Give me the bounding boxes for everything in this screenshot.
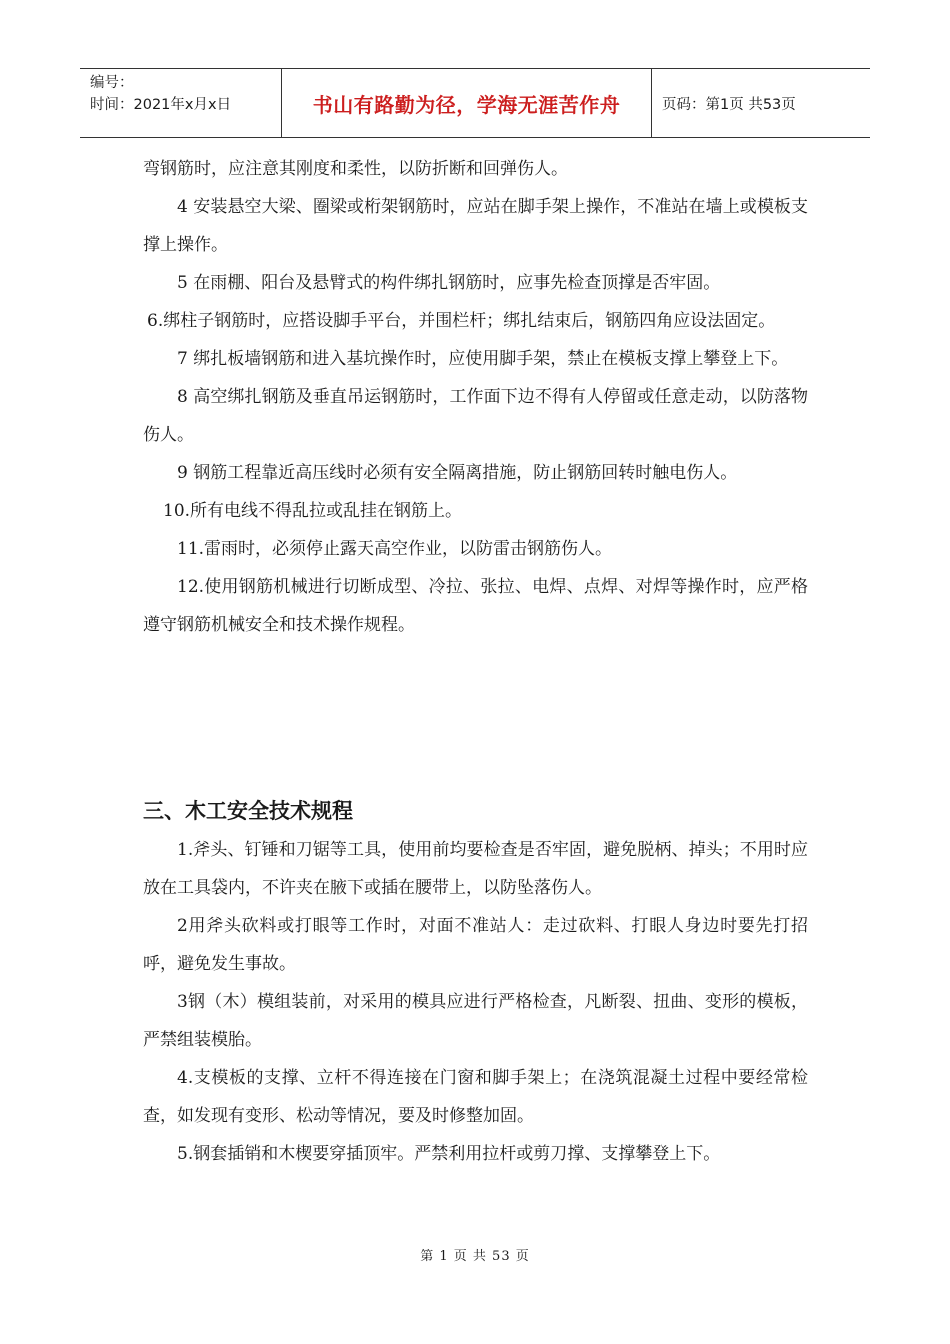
paragraph: 4 安装悬空大梁、圈梁或桁架钢筋时，应站在脚手架上操作，不准站在墙上或模板支撑上操作。 <box>143 197 808 255</box>
paragraph: 11.雷雨时，必须停止露天高空作业，以防雷击钢筋伤人。 <box>177 539 613 559</box>
paragraph: 5.钢套插销和木楔要穿插顶牢。严禁利用拉杆或剪刀撑、支撑攀登上下。 <box>177 1144 721 1164</box>
paragraph: 弯钢筋时，应注意其刚度和柔性，以防折断和回弹伤人。 <box>143 159 568 179</box>
document-code-label: 编号： <box>90 75 134 91</box>
header-meta <box>80 69 282 137</box>
paragraph: 8 高空绑扎钢筋及垂直吊运钢筋时，工作面下边不得有人停留或任意走动，以防落物伤人。 <box>143 387 808 445</box>
paragraph: 1.斧头、钉锤和刀锯等工具，使用前均要检查是否牢固，避免脱柄、掉头；不用时应放在工具袋内，不许夹在腋下或插在腰带上，以防坠落伤人。 <box>143 840 808 898</box>
paragraph: 3钢（木）模组装前，对采用的模具应进行严格检查，凡断裂、扭曲、变形的模板，严禁组装模胎。 <box>143 992 808 1050</box>
paragraph: 7 绑扎板墙钢筋和进入基坑操作时，应使用脚手架，禁止在模板支撑上攀登上下。 <box>177 349 789 369</box>
blank-space <box>143 644 808 791</box>
header-page-info: 页码：第1页 共53页 <box>662 96 796 113</box>
paragraph: 12.使用钢筋机械进行切断成型、冷拉、张拉、电焊、点焊、对焊等操作时，应严格遵守钢筋机械安全和技术操作规程。 <box>143 577 808 635</box>
paragraph: 4.支模板的支撑、立杆不得连接在门窗和脚手架上；在浇筑混凝土过程中要经常检查，如发现有变形、松动等情况，要及时修整加固。 <box>143 1068 808 1126</box>
paragraph: 9 钢筋工程靠近高压线时必须有安全隔离措施，防止钢筋回转时触电伤人。 <box>177 463 738 483</box>
document-date: 时间：2021年x月x日 <box>90 97 232 113</box>
section-title: 三、木工安全技术规程 <box>143 799 353 823</box>
page-footer: 第 1 页 共 53 页 <box>420 1249 530 1264</box>
paragraph: 6.绑柱子钢筋时，应搭设脚手平台，并围栏杆；绑扎结束后，钢筋四角应设法固定。 <box>147 311 776 331</box>
header-motto: 书山有路勤为径，学海无涯苦作舟 <box>282 69 652 137</box>
document-body <box>143 150 808 1173</box>
paragraph: 2用斧头砍料或打眼等工作时，对面不准站人：走过砍料、打眼人身边时要先打招呼，避免发生事故。 <box>143 916 808 974</box>
page-header <box>80 68 870 138</box>
paragraph: 10.所有电线不得乱拉或乱挂在钢筋上。 <box>163 501 463 521</box>
paragraph: 5 在雨棚、阳台及悬臂式的构件绑扎钢筋时，应事先检查顶撑是否牢固。 <box>177 273 721 293</box>
